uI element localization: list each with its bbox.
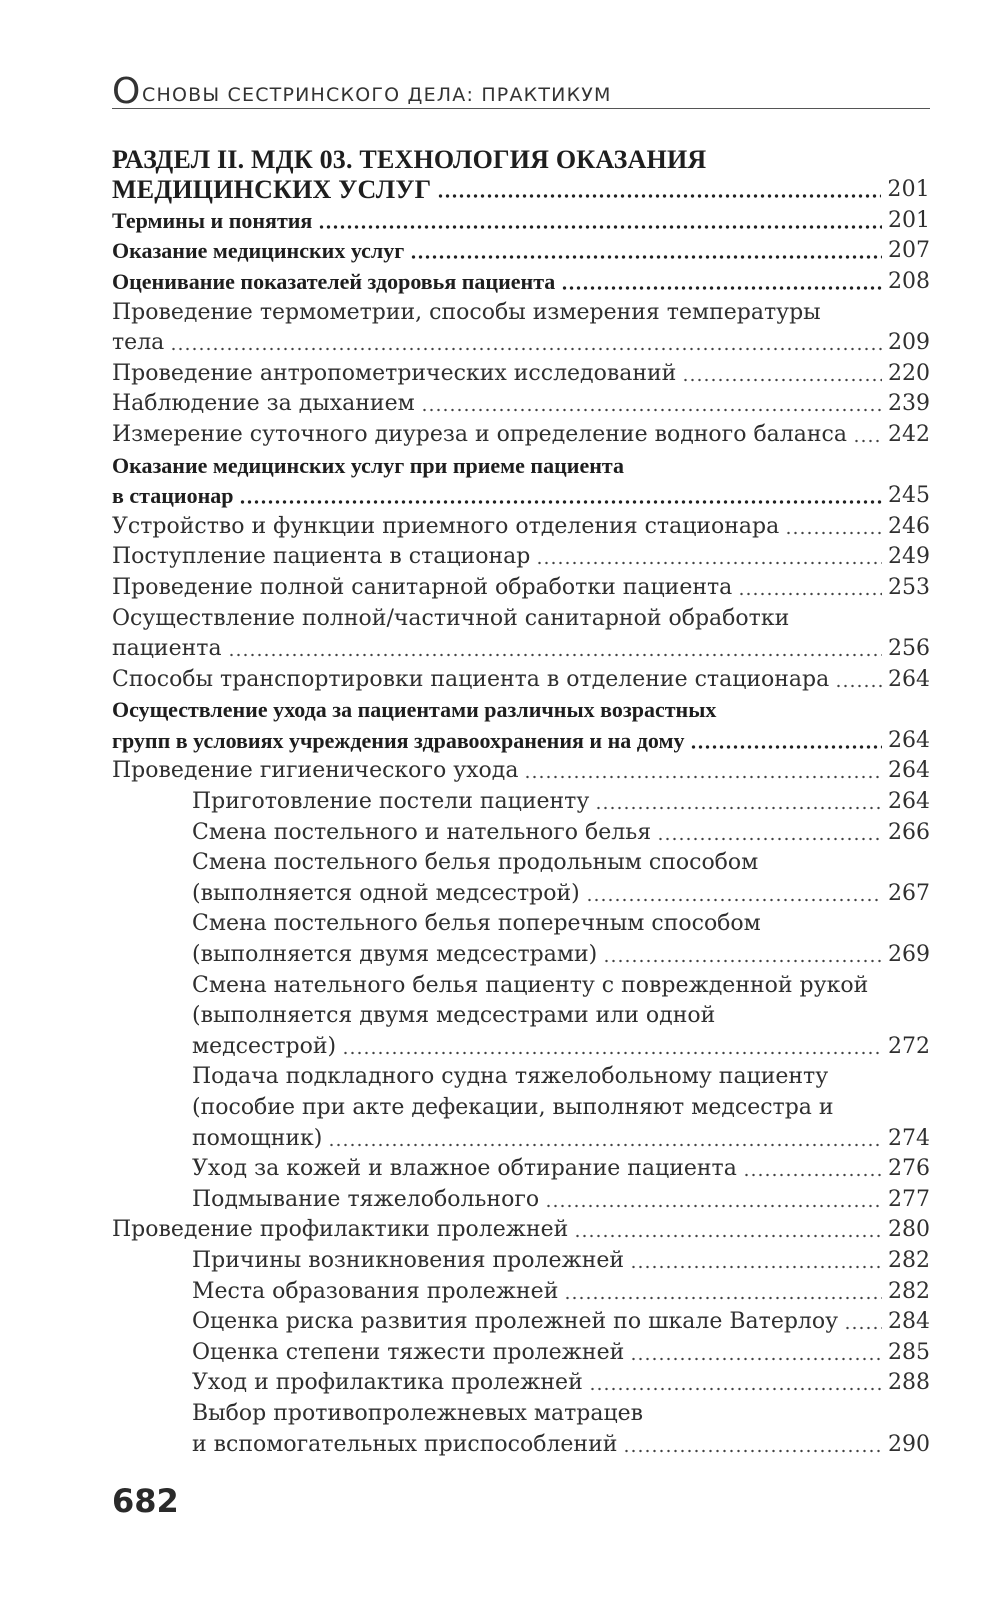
toc-entry-title: МЕДИЦИНСКИХ УСЛУГ: [112, 175, 432, 205]
dot-leader: [623, 1448, 882, 1454]
toc-entry: [112, 1031, 930, 1062]
toc-entry-page: 208: [888, 268, 930, 294]
toc-entry-page: 280: [888, 1217, 930, 1243]
dot-leader: [595, 805, 882, 811]
toc-entry: [112, 1368, 930, 1399]
toc-entry-title: Места образования пролежней: [192, 1278, 559, 1304]
toc-entry: [112, 389, 930, 420]
toc-entry-title: Причины возникновения пролежней: [192, 1247, 625, 1273]
toc-entry-title: Проведение полной санитарной обработки пациента: [112, 574, 733, 600]
toc-entry-title: Проведение антропометрических исследований: [112, 360, 677, 386]
toc-entry-title: Оценивание показателей здоровья пациента: [112, 268, 556, 294]
toc-entry-page: 246: [888, 513, 930, 539]
dot-leader: [835, 683, 882, 689]
toc-entry-title: тела: [112, 330, 165, 356]
toc-entry-page: 249: [888, 544, 930, 570]
dot-leader: [785, 530, 882, 536]
dot-leader: [603, 958, 882, 964]
toc-entry: [112, 1184, 930, 1215]
toc-entry-page: 284: [888, 1309, 930, 1335]
dot-leader: [853, 438, 882, 444]
toc-entry: [112, 1215, 930, 1246]
toc-entry-title: РАЗДЕЛ II. МДК 03. ТЕХНОЛОГИЯ ОКАЗАНИЯ: [112, 144, 707, 174]
toc-entry-title: (выполняется двумя медсестрами): [192, 942, 598, 968]
dot-leader: [437, 193, 881, 199]
dot-leader: [564, 1295, 882, 1301]
toc-entry-page: 272: [888, 1033, 930, 1059]
toc-entry-page: 239: [888, 391, 930, 417]
dot-leader: [738, 591, 882, 597]
toc-entry-title: Наблюдение за дыханием: [112, 391, 415, 417]
toc-entry-title: Проведение профилактики пролежней: [112, 1217, 569, 1243]
toc-entry-title: групп в условиях учреждения здравоохранения и на дому: [112, 727, 685, 753]
toc-entry: [112, 144, 930, 175]
toc-entry-page: 277: [888, 1186, 930, 1212]
page-number: 682: [112, 1482, 179, 1520]
dot-leader: [589, 1386, 882, 1392]
toc-entry-title: Подача подкладного судна тяжелобольному пациенту: [192, 1064, 829, 1090]
toc-entry: [112, 419, 930, 450]
toc-entry-page: 267: [888, 880, 930, 906]
toc-entry-title: (выполняется одной медсестрой): [192, 880, 580, 906]
toc-entry: [112, 1245, 930, 1276]
running-header: [112, 71, 930, 112]
toc-entry: [112, 1062, 930, 1093]
toc-entry-title: Оценка риска развития пролежней по шкале Ватерлоу: [192, 1309, 839, 1335]
toc-entry-title: Осуществление полной/частичной санитарной обработки: [112, 605, 790, 631]
toc-entry-page: 269: [888, 942, 930, 968]
dot-leader: [586, 897, 882, 903]
toc-entry: [112, 511, 930, 542]
table-of-contents: [112, 144, 930, 1460]
toc-entry: [112, 756, 930, 787]
toc-entry-title: Уход за кожей и влажное обтирание пациента: [192, 1156, 737, 1182]
dot-leader: [561, 285, 882, 291]
toc-entry-page: 290: [888, 1431, 930, 1457]
toc-entry: [112, 664, 930, 695]
toc-entry-page: 207: [888, 238, 930, 264]
toc-entry: [112, 1398, 930, 1429]
dot-leader: [228, 652, 882, 658]
toc-entry: [112, 786, 930, 817]
toc-entry-title: Смена постельного и нательного белья: [192, 819, 652, 845]
toc-entry-title: Поступление пациента в стационар: [112, 544, 531, 570]
toc-entry-page: 285: [888, 1339, 930, 1365]
toc-entry: [112, 1092, 930, 1123]
toc-entry: [112, 1123, 930, 1154]
toc-entry-title: Способы транспортировки пациента в отделение стационара: [112, 666, 830, 692]
toc-entry: [112, 603, 930, 634]
toc-entry-page: 266: [888, 819, 930, 845]
toc-entry: [112, 328, 930, 359]
toc-entry: [112, 848, 930, 879]
toc-entry: [112, 175, 930, 206]
toc-entry-page: 201: [888, 207, 930, 233]
toc-entry-title: Смена постельного белья продольным способом: [192, 850, 759, 876]
toc-entry-page: 288: [888, 1370, 930, 1396]
toc-entry-title: Оценка степени тяжести пролежней: [192, 1339, 625, 1365]
dot-leader: [545, 1203, 882, 1209]
dot-leader: [536, 560, 882, 566]
dot-leader: [524, 774, 882, 780]
toc-entry: [112, 909, 930, 940]
toc-entry-title: медсестрой): [192, 1033, 337, 1059]
toc-entry: [112, 878, 930, 909]
toc-entry: [112, 266, 930, 297]
toc-entry-page: 209: [888, 330, 930, 356]
dot-leader: [743, 1172, 882, 1178]
toc-entry: [112, 1307, 930, 1338]
dot-leader: [318, 224, 882, 230]
toc-entry-page: 264: [888, 727, 930, 753]
header-initial: О: [112, 71, 141, 112]
toc-entry-page: 276: [888, 1156, 930, 1182]
dot-leader: [844, 1325, 882, 1331]
toc-entry: [112, 725, 930, 756]
dot-leader: [170, 346, 882, 352]
toc-entry-title: Измерение суточного диуреза и определение водного баланса: [112, 421, 847, 447]
toc-entry: [112, 542, 930, 573]
header-title: СНОВЫ СЕСТРИНСКОГО ДЕЛА: ПРАКТИКУМ: [142, 84, 612, 106]
toc-entry-page: 220: [888, 360, 930, 386]
toc-entry: [112, 1001, 930, 1032]
toc-entry: [112, 297, 930, 328]
toc-entry-title: помощник): [192, 1125, 323, 1151]
toc-entry-title: Смена постельного белья поперечным способом: [192, 911, 761, 937]
toc-entry-title: Проведение термометрии, способы измерения температуры: [112, 299, 821, 325]
toc-entry-title: Смена нательного белья пациенту с поврежденной рукой: [192, 972, 869, 998]
toc-entry: [112, 939, 930, 970]
toc-entry-title: Устройство и функции приемного отделения стационара: [112, 513, 780, 539]
dot-leader: [682, 377, 882, 383]
dot-leader: [657, 836, 882, 842]
dot-leader: [342, 1050, 882, 1056]
toc-entry-title: в стационар: [112, 483, 234, 509]
toc-entry: [112, 1154, 930, 1185]
toc-entry: [112, 634, 930, 665]
toc-entry-page: 256: [888, 636, 930, 662]
toc-entry-page: 264: [888, 758, 930, 784]
toc-entry: [112, 450, 930, 481]
toc-entry: [112, 970, 930, 1001]
toc-entry: [112, 205, 930, 236]
toc-entry: [112, 236, 930, 267]
toc-entry-page: 264: [888, 666, 930, 692]
toc-entry-page: 201: [887, 177, 930, 203]
toc-entry-page: 282: [888, 1247, 930, 1273]
dot-leader: [690, 744, 882, 750]
toc-entry-title: (выполняется двумя медсестрами или одной: [192, 1003, 716, 1029]
toc-entry-title: Осуществление ухода за пациентами различных возрастных: [112, 697, 717, 723]
toc-entry-page: 242: [888, 421, 930, 447]
toc-entry-title: Приготовление постели пациенту: [192, 789, 590, 815]
toc-entry-title: Подмывание тяжелобольного: [192, 1186, 540, 1212]
toc-entry-page: 245: [888, 483, 930, 509]
toc-entry-title: Уход и профилактика пролежней: [192, 1370, 583, 1396]
toc-entry: [112, 1429, 930, 1460]
toc-entry-title: Оказание медицинских услуг: [112, 238, 405, 264]
toc-entry-title: (пособие при акте дефекации, выполняют медсестра и: [192, 1095, 834, 1120]
toc-entry-page: 282: [888, 1278, 930, 1304]
toc-entry: [112, 481, 930, 512]
toc-entry-page: 274: [888, 1125, 930, 1151]
dot-leader: [574, 1233, 882, 1239]
toc-entry: [112, 358, 930, 389]
toc-entry-title: Оказание медицинских услуг при приеме пациента: [112, 452, 624, 478]
dot-leader: [410, 254, 882, 260]
toc-entry-title: Проведение гигиенического ухода: [112, 758, 519, 784]
toc-entry: [112, 572, 930, 603]
toc-entry-title: Выбор противопролежневых матрацев: [192, 1400, 644, 1426]
dot-leader: [239, 499, 882, 505]
dot-leader: [328, 1142, 882, 1148]
toc-entry-page: 264: [888, 789, 930, 815]
toc-entry-title: Термины и понятия: [112, 207, 313, 233]
toc-entry-page: 253: [888, 574, 930, 600]
toc-entry: [112, 1276, 930, 1307]
toc-entry: [112, 695, 930, 726]
dot-leader: [421, 407, 882, 413]
toc-entry-title: и вспомогательных приспособлений: [192, 1431, 618, 1457]
dot-leader: [630, 1264, 882, 1270]
dot-leader: [630, 1356, 882, 1362]
toc-entry: [112, 817, 930, 848]
toc-entry-title: пациента: [112, 636, 222, 662]
toc-entry: [112, 1337, 930, 1368]
